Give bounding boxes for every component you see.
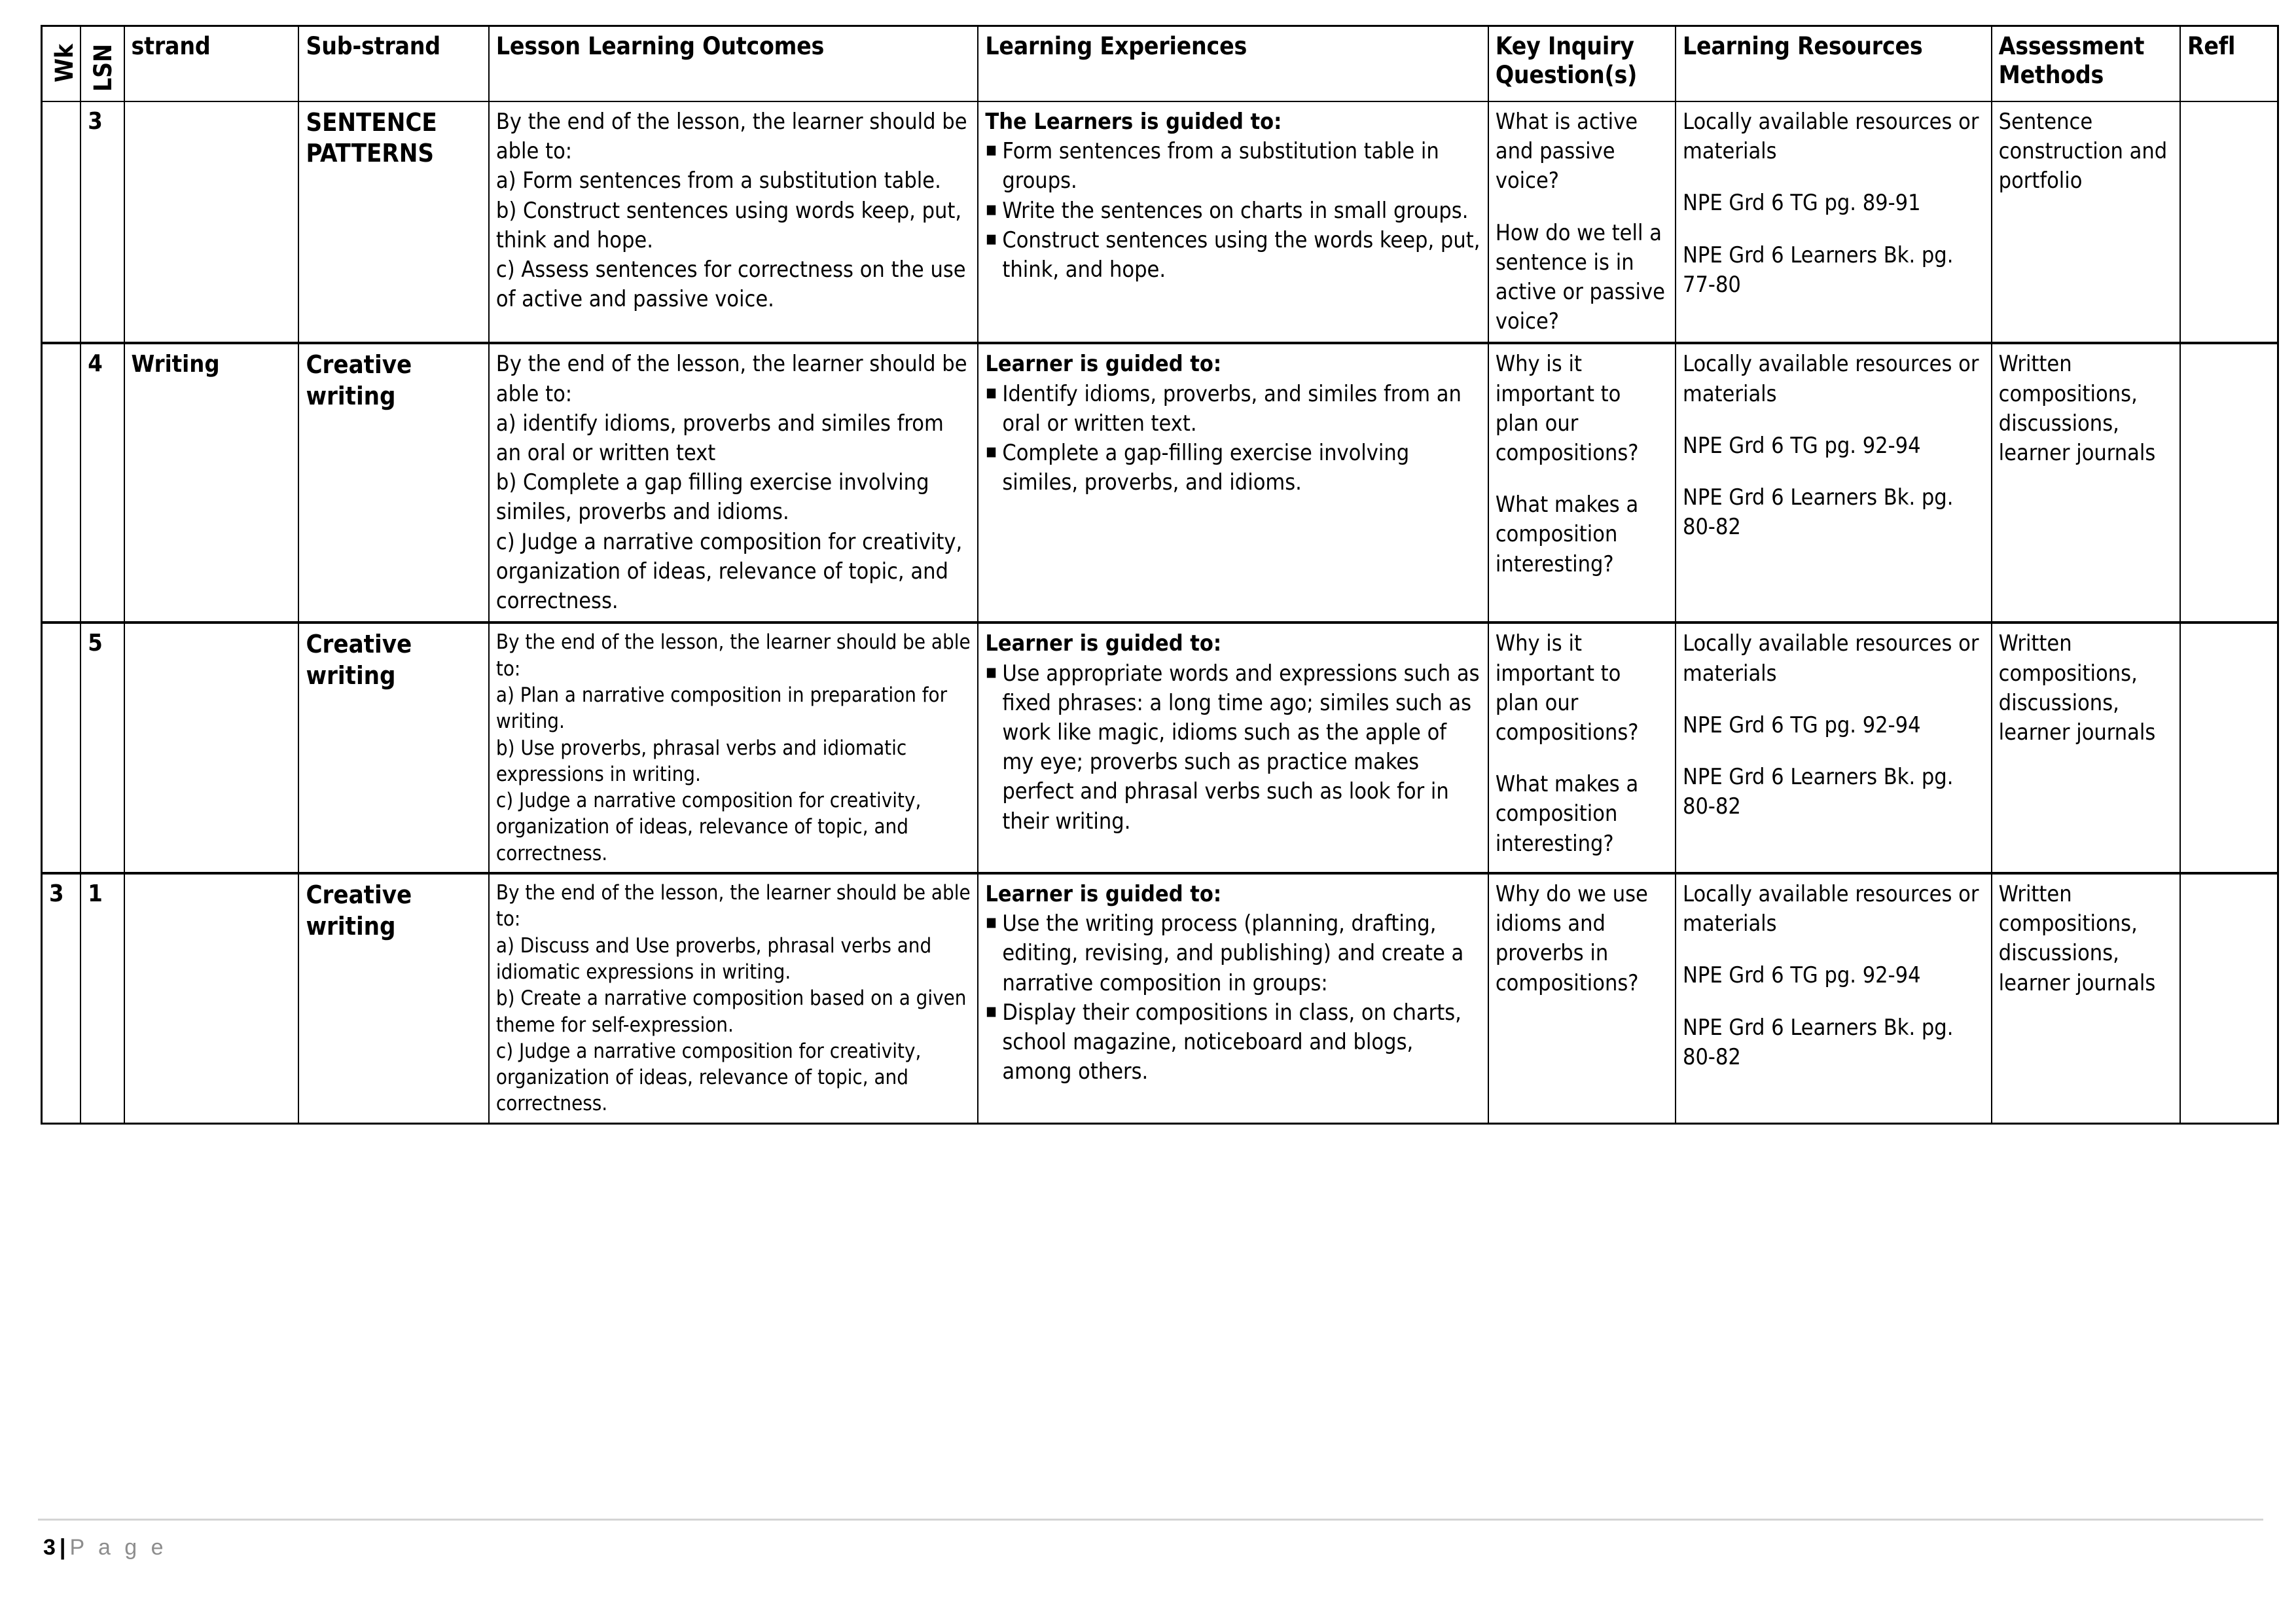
lesson-number: 4	[88, 350, 103, 378]
spacer	[1496, 468, 1668, 490]
llo-item: a) Discuss and Use proverbs, phrasal verbs and idiomatic expressions in writing.	[495, 933, 932, 984]
table-header	[42, 26, 2278, 101]
spacer	[1683, 219, 1984, 241]
cell-week	[42, 343, 81, 623]
cell-sub-strand	[298, 343, 488, 623]
learning-resource: Locally available resources or materials	[1683, 881, 1979, 937]
cell-learning-experiences	[978, 873, 1488, 1123]
cell-key-inquiry-questions	[1488, 873, 1676, 1123]
learning-resource: NPE Grd 6 Learners Bk. pg. 77-80	[1683, 242, 1954, 298]
cell-learning-resources	[1676, 101, 1992, 344]
cell-learning-resources	[1676, 873, 1992, 1123]
page-footer	[29, 1519, 2267, 1561]
column-header-key-inquiry-questions	[1488, 26, 1676, 101]
lex-item: ▪ Construct sentences using the words keep, put, think, and hope.	[985, 226, 1481, 285]
lex-item: ▪ Use the writing process (planning, drafting, editing, revising, and publishing) and create a narrative composition in groups:	[985, 909, 1481, 998]
lesson-number: 1	[88, 880, 103, 908]
column-header-lsn	[81, 26, 124, 101]
spacer	[1683, 991, 1984, 1013]
learning-resource: NPE Grd 6 TG pg. 92-94	[1683, 432, 1921, 459]
key-inquiry-question: Why do we use idioms and proverbs in compositions?	[1495, 881, 1648, 996]
assessment-method: Sentence construction and portfolio	[1998, 108, 2168, 194]
lex-item: ▪ Complete a gap-filling exercise involving similes, proverbs, and idioms.	[985, 439, 1481, 497]
sub-strand-name: Creative writing	[306, 880, 412, 941]
column-header-sub-strand	[298, 26, 488, 101]
lex-item: ▪ Display their compositions in class, on charts, school magazine, noticeboard and blogs, among others.	[985, 998, 1481, 1087]
column-header-lsn-label: LSN	[89, 44, 118, 92]
cell-key-inquiry-questions	[1488, 343, 1676, 623]
cell-lesson-learning-outcomes	[489, 623, 978, 873]
lex-list	[985, 659, 1481, 837]
header-row	[42, 26, 2278, 101]
lesson-number: 5	[88, 630, 103, 657]
cell-lesson-learning-outcomes	[489, 873, 978, 1123]
cell-assessment-methods	[1992, 101, 2180, 344]
cell-learning-experiences	[978, 101, 1488, 344]
key-inquiry-question: How do we tell a sentence is in active or passive voice?	[1495, 219, 1665, 335]
column-header-sub-strand-label: Sub-strand	[306, 32, 440, 60]
cell-reflection	[2180, 101, 2278, 344]
scheme-of-work-table	[41, 25, 2279, 1125]
llo-item: a) Form sentences from a substitution table.	[495, 168, 941, 194]
learning-resource: Locally available resources or materials	[1683, 351, 1979, 407]
lesson-number: 3	[88, 107, 103, 135]
cell-lesson-number	[81, 623, 124, 873]
key-inquiry-question: What makes a composition interesting?	[1495, 771, 1639, 857]
lex-item: ▪ Use appropriate words and expressions such as fixed phrases: a long time ago; similes such as work like magic, idioms such as the apple of my eye; proverbs such as practice makes perfect and phrasal verbs such as look for in their writing.	[985, 659, 1481, 837]
llo-item: b) Complete a gap filling exercise involving similes, proverbs and idioms.	[495, 469, 929, 526]
llo-intro: By the end of the lesson, the learner should be able to:	[495, 881, 971, 931]
learning-resource: NPE Grd 6 Learners Bk. pg. 80-82	[1683, 1014, 1954, 1070]
lex-item: ▪ Identify idioms, proverbs, and similes from an oral or written text.	[985, 380, 1481, 439]
llo-intro: By the end of the lesson, the learner should be able to:	[495, 351, 967, 407]
strand-name: Writing	[131, 351, 220, 378]
lex-intro: Learner is guided to:	[985, 351, 1222, 378]
footer-page-label: P a g e	[69, 1535, 168, 1560]
cell-strand	[124, 101, 299, 344]
cell-week	[42, 873, 81, 1123]
cell-sub-strand	[298, 101, 488, 344]
cell-lesson-learning-outcomes	[489, 101, 978, 344]
column-header-wk-label: Wk	[50, 44, 79, 82]
cell-key-inquiry-questions	[1488, 623, 1676, 873]
column-header-kiq-label: Key Inquiry Question(s)	[1495, 32, 1638, 90]
key-inquiry-question: What is active and passive voice?	[1495, 108, 1638, 194]
lex-item: ▪ Form sentences from a substitution table in groups.	[985, 137, 1481, 196]
table-row	[42, 343, 2278, 623]
cell-strand	[124, 623, 299, 873]
table-row	[42, 623, 2278, 873]
column-header-refl	[2180, 26, 2278, 101]
learning-resource: Locally available resources or materials	[1683, 108, 1979, 165]
llo-intro: By the end of the lesson, the learner should be able to:	[495, 108, 967, 165]
table-body	[42, 101, 2278, 1123]
llo-intro: By the end of the lesson, the learner should be able to:	[495, 630, 971, 681]
column-header-am-label: Assessment Methods	[1998, 32, 2145, 90]
spacer	[1683, 409, 1984, 431]
column-header-llo-label: Lesson Learning Outcomes	[495, 32, 825, 60]
cell-sub-strand	[298, 623, 488, 873]
column-header-lex-label: Learning Experiences	[985, 32, 1247, 60]
cell-key-inquiry-questions	[1488, 101, 1676, 344]
footer-divider	[38, 1519, 2263, 1521]
assessment-method: Written compositions, discussions, learner journals	[1998, 351, 2156, 467]
cell-learning-resources	[1676, 623, 1992, 873]
cell-reflection	[2180, 343, 2278, 623]
column-header-refl-label: Refl	[2187, 32, 2236, 60]
spacer	[1683, 689, 1984, 711]
sub-strand-name: SENTENCE PATTERNS	[306, 107, 437, 168]
cell-week	[42, 623, 81, 873]
column-header-wk	[42, 26, 81, 101]
column-header-strand	[124, 26, 299, 101]
week-number: 3	[49, 880, 64, 908]
lex-intro: Learner is guided to:	[985, 881, 1222, 908]
learning-resource: Locally available resources or materials	[1683, 630, 1979, 687]
learning-resource: NPE Grd 6 Learners Bk. pg. 80-82	[1683, 764, 1954, 820]
cell-week	[42, 101, 81, 344]
cell-learning-resources	[1676, 343, 1992, 623]
spacer	[1496, 196, 1668, 219]
cell-strand	[124, 873, 299, 1123]
lex-item: ▪ Write the sentences on charts in small groups.	[985, 196, 1481, 226]
cell-lesson-learning-outcomes	[489, 343, 978, 623]
llo-item: c) Judge a narrative composition for creativity, organization of ideas, relevance of topic, and correctness.	[495, 528, 963, 615]
spacer	[1496, 748, 1668, 770]
column-header-learning-resources	[1676, 26, 1992, 101]
assessment-method: Written compositions, discussions, learner journals	[1998, 881, 2156, 996]
cell-reflection	[2180, 873, 2278, 1123]
llo-item: a) Plan a narrative composition in preparation for writing.	[495, 683, 948, 734]
table-row	[42, 873, 2278, 1123]
key-inquiry-question: Why is it important to plan our compositions?	[1495, 351, 1639, 467]
llo-item: b) Construct sentences using words keep, put, think and hope.	[495, 197, 962, 253]
key-inquiry-question: Why is it important to plan our compositions?	[1495, 630, 1639, 746]
column-header-lr-label: Learning Resources	[1683, 32, 1923, 60]
cell-lesson-number	[81, 343, 124, 623]
learning-resource: NPE Grd 6 TG pg. 89-91	[1683, 190, 1921, 217]
spacer	[1683, 740, 1984, 763]
lex-intro: The Learners is guided to:	[985, 108, 1282, 135]
column-header-lesson-learning-outcomes	[489, 26, 978, 101]
llo-item: c) Judge a narrative composition for creativity, organization of ideas, relevance of topic, and correctness.	[495, 1039, 922, 1116]
cell-learning-experiences	[978, 343, 1488, 623]
footer-separator: |	[59, 1535, 66, 1560]
footer-page-indicator	[43, 1535, 2267, 1561]
lex-intro: Learner is guided to:	[985, 630, 1222, 657]
learning-resource: NPE Grd 6 TG pg. 92-94	[1683, 962, 1921, 989]
cell-strand	[124, 343, 299, 623]
cell-learning-experiences	[978, 623, 1488, 873]
column-header-learning-experiences	[978, 26, 1488, 101]
llo-item: c) Assess sentences for correctness on the use of active and passive voice.	[495, 256, 966, 313]
cell-sub-strand	[298, 873, 488, 1123]
spacer	[1683, 166, 1984, 189]
learning-resource: NPE Grd 6 Learners Bk. pg. 80-82	[1683, 484, 1954, 541]
lex-list	[985, 380, 1481, 498]
table-row	[42, 101, 2278, 344]
sub-strand-name: Creative writing	[306, 350, 412, 410]
assessment-method: Written compositions, discussions, learner journals	[1998, 630, 2156, 746]
lex-list	[985, 909, 1481, 1087]
llo-item: a) identify idioms, proverbs and similes from an oral or written text	[495, 410, 944, 467]
sub-strand-name: Creative writing	[306, 630, 412, 690]
cell-assessment-methods	[1992, 623, 2180, 873]
spacer	[1683, 461, 1984, 483]
cell-assessment-methods	[1992, 873, 2180, 1123]
cell-lesson-number	[81, 873, 124, 1123]
llo-item: c) Judge a narrative composition for creativity, organization of ideas, relevance of topic, and correctness.	[495, 789, 922, 865]
llo-item: b) Use proverbs, phrasal verbs and idiomatic expressions in writing.	[495, 736, 907, 786]
cell-assessment-methods	[1992, 343, 2180, 623]
footer-page-number: 3	[43, 1535, 56, 1560]
column-header-strand-label: strand	[131, 32, 211, 60]
cell-reflection	[2180, 623, 2278, 873]
learning-resource: NPE Grd 6 TG pg. 92-94	[1683, 712, 1921, 738]
cell-lesson-number	[81, 101, 124, 344]
llo-item: b) Create a narrative composition based on a given theme for self-expression.	[495, 986, 967, 1037]
column-header-assessment-methods	[1992, 26, 2180, 101]
key-inquiry-question: What makes a composition interesting?	[1495, 492, 1639, 577]
lex-list	[985, 137, 1481, 285]
spacer	[1683, 939, 1984, 961]
